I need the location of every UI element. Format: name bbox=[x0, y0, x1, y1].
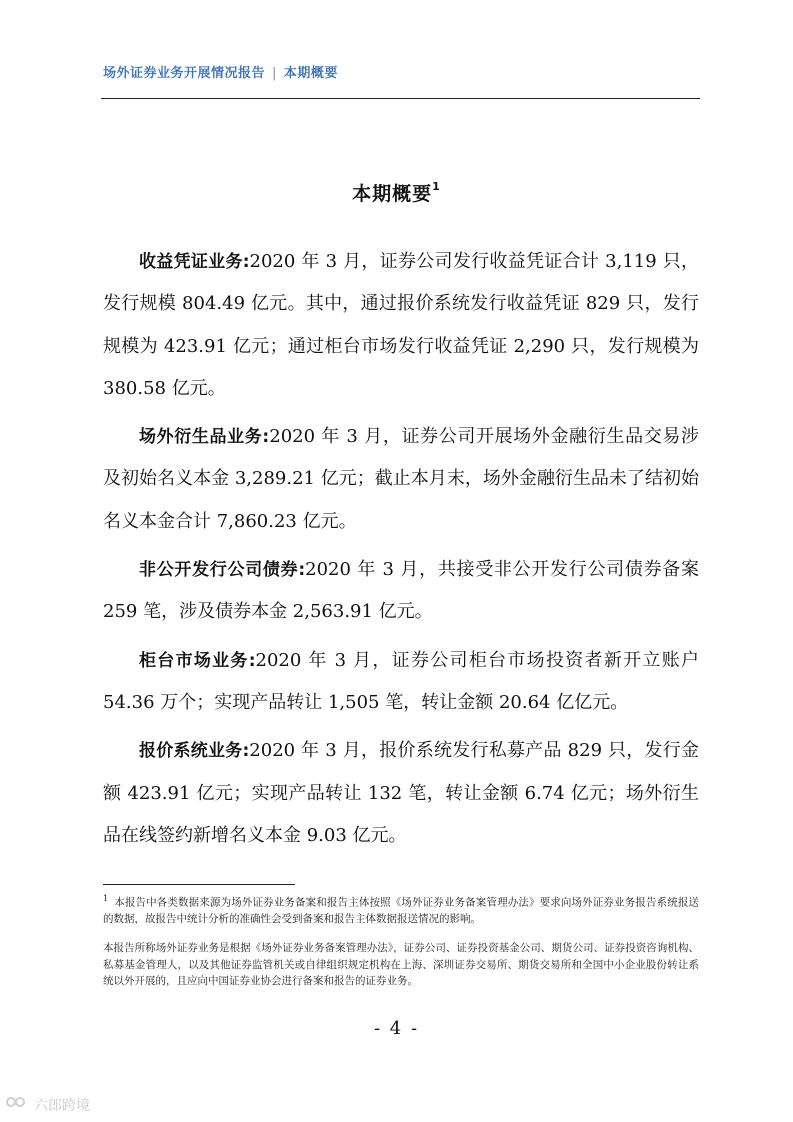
paragraph-otc-derivatives bbox=[103, 416, 699, 543]
paragraph-income-certificate bbox=[103, 241, 699, 410]
watermark bbox=[6, 1094, 90, 1115]
paragraph-lead: 柜台市场业务: bbox=[139, 650, 256, 671]
paragraph-text: 2020 年 3 月，证券公司发行收益凭证合计 3,119 只，发行规模 804.49 亿元。其中，通过报价系统发行收益凭证 829 只，发行规模为 423.91 亿元；通过柜台市场发行收益凭证 2,290 只，发行规模为 380.58 亿元。 bbox=[103, 251, 699, 399]
paragraph-private-bonds bbox=[103, 549, 699, 634]
watermark-logo-icon bbox=[6, 1094, 30, 1114]
paragraph-quotation-system bbox=[103, 730, 699, 857]
paragraph-text: 2020 年 3 月，报价系统发行私募产品 829 只，发行金额 423.91 亿元；实现产品转让 132 笔，转让金额 6.74 亿元；场外衍生品在线签约新增名义本金 9.03 亿元。 bbox=[103, 740, 699, 846]
page-number: - 4 - bbox=[373, 1018, 420, 1039]
footnote-1-marker: 1 bbox=[103, 894, 109, 903]
paragraph-lead: 场外衍生品业务: bbox=[139, 427, 270, 448]
footnote-1 bbox=[103, 891, 699, 928]
footnote-rule bbox=[103, 884, 295, 885]
header-separator: | bbox=[272, 66, 277, 81]
paragraph-lead: 报价系统业务: bbox=[139, 741, 250, 762]
footnote-1-text: 本报告中各类数据来源为场外证券业务备案和报告主体按照《场外证券业务备案管理办法》要求向场外证券业务报告系统报送的数据，故报告中统计分析的准确性会受到备案和报告主体数据报送情况的影响。 bbox=[103, 896, 699, 925]
summary-body bbox=[103, 241, 699, 863]
paragraph-text: 2020 年 3 月，证券公司柜台市场投资者新开立账户 54.36 万个；实现产品转让 1,505 笔，转让金额 20.64 亿亿元。 bbox=[103, 649, 699, 713]
paragraph-text: 2020 年 3 月，共接受非公开发行公司债券备案 259 笔，涉及债券本金 2,563.91 亿元。 bbox=[103, 559, 699, 623]
watermark-text: 六郎跨境 bbox=[34, 1098, 90, 1114]
footnote-2 bbox=[103, 940, 699, 990]
page-title-text: 本期概要 bbox=[352, 183, 433, 205]
header-rule bbox=[101, 98, 700, 99]
report-title: 场外证券业务开展情况报告 bbox=[103, 66, 266, 81]
section-name: 本期概要 bbox=[283, 66, 338, 81]
paragraph-lead: 收益凭证业务: bbox=[139, 252, 250, 272]
paragraph-counter-market bbox=[103, 640, 699, 725]
footnote-2-text: 本报告所称场外证券业务是根据《场外证券业务备案管理办法》，证券公司、证券投资基金公司、期货公司、证券投资咨询机构、私募基金管理人，以及其他证券监管机关或自律组织规定机构在上海、深圳证券交易所、期货交易所和全国中小企业股份转让系统以外开展的，且应向中国证券业协会进行备案和报告的证券业务。 bbox=[103, 942, 699, 987]
paragraph-lead: 非公开发行公司债券: bbox=[139, 560, 306, 581]
footnote-ref-1: 1 bbox=[432, 179, 441, 193]
page-title bbox=[0, 179, 793, 206]
paragraph-text: 2020 年 3 月，证券公司开展场外金融衍生品交易涉及初始名义本金 3,289.21 亿元；截止本月末，场外金融衍生品未了结初始名义本金合计 7,860.23 亿元。 bbox=[103, 426, 699, 532]
running-header bbox=[103, 62, 338, 81]
